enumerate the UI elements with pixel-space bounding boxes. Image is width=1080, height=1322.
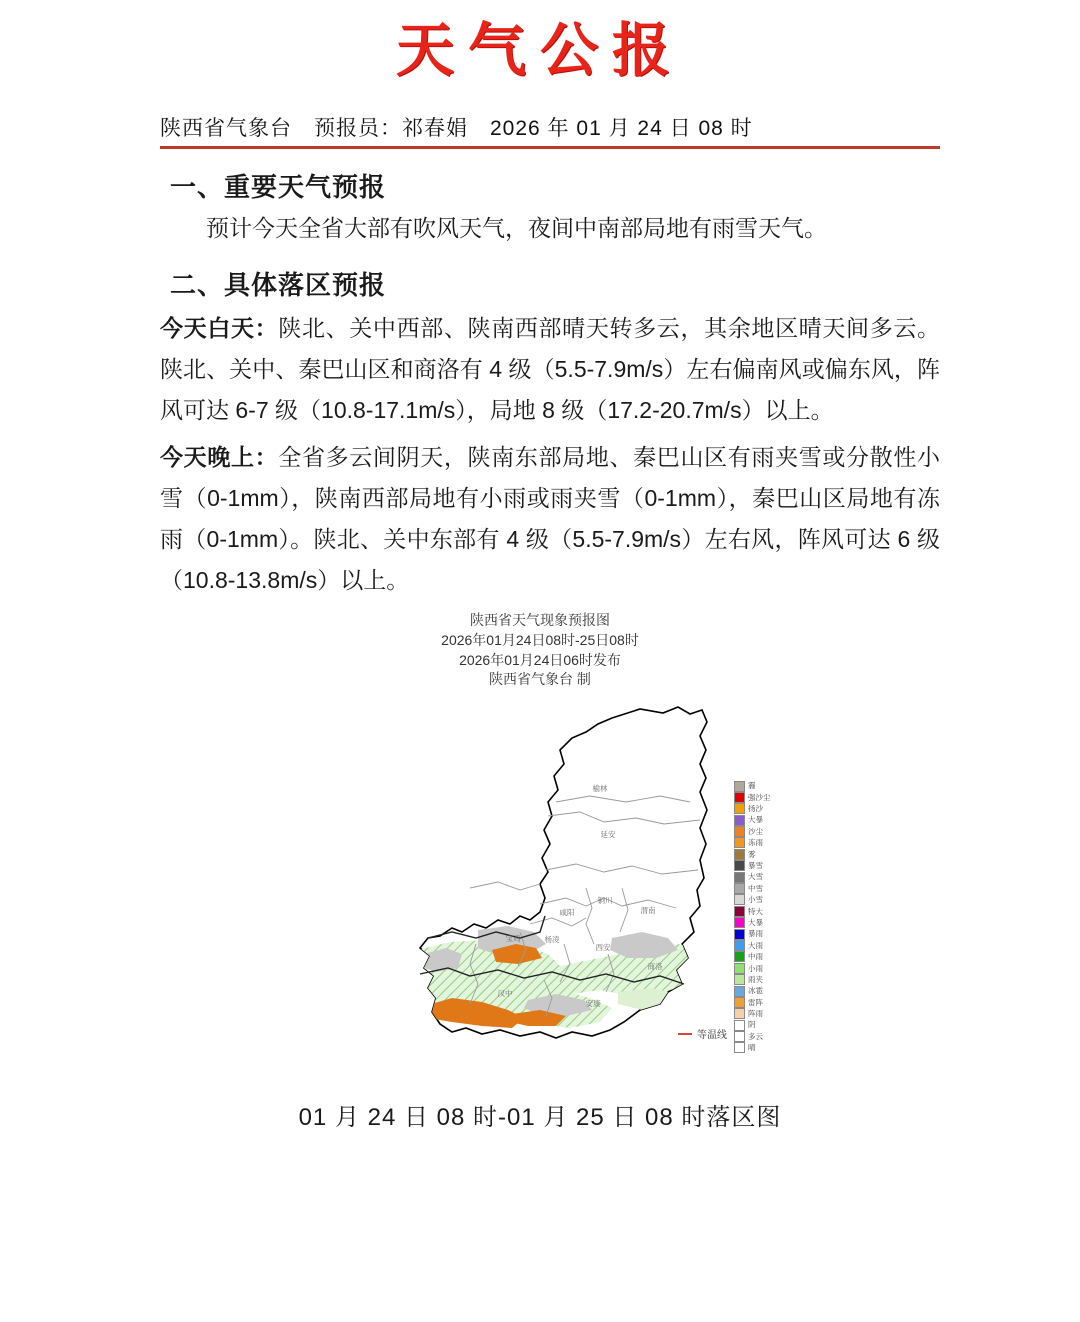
map-title-block: [0, 611, 1080, 691]
forecast-map-figure: [0, 611, 1080, 1091]
legend-label: 沙尘: [748, 826, 763, 836]
map-title: 陕西省天气现象预报图: [470, 611, 610, 628]
legend-swatch: [734, 929, 745, 940]
isotherm-key: [678, 1026, 727, 1041]
legend-swatch: [734, 792, 745, 803]
byline: 陕西省气象台 预报员：祁春娟 2026 年 01 月 24 日 08 时: [160, 117, 753, 140]
legend-swatch: [734, 1020, 745, 1031]
legend-swatch: [734, 963, 745, 974]
map-issued-time: 2026年01月24日06时发布: [459, 651, 621, 668]
legend-row: [734, 963, 790, 974]
city-label-weinan: 渭南: [640, 906, 656, 916]
legend-swatch: [734, 997, 745, 1008]
section-heading-important-forecast: 一、重要天气预报: [170, 172, 387, 202]
legend-row: [734, 860, 790, 871]
legend-row: [734, 928, 790, 939]
legend-swatch: [734, 940, 745, 951]
legend-label: 大暴: [748, 917, 763, 927]
figure-caption: 01 月 24 日 08 时-01 月 25 日 08 时落区图: [298, 1103, 782, 1131]
legend-row: [734, 780, 790, 791]
legend-label: 冰雹: [748, 986, 763, 996]
legend-label: 小雨: [748, 963, 763, 973]
legend-label: 扬沙: [748, 804, 763, 814]
section-heading-detailed-forecast: 二、具体落区预报: [170, 270, 387, 301]
evening-forecast-paragraph: [160, 437, 940, 601]
legend-label: 雨夹: [748, 974, 763, 984]
legend-row: [734, 1031, 790, 1042]
legend-label: 晴: [748, 1043, 756, 1053]
city-label-hanzhong: 汉中: [497, 989, 513, 999]
legend-swatch: [734, 986, 745, 997]
legend-label: 中雪: [748, 883, 763, 893]
legend-swatch: [734, 974, 745, 985]
legend-row: [734, 997, 790, 1008]
legend-swatch: [734, 951, 745, 962]
legend-swatch: [734, 849, 745, 860]
legend-label: 阴: [748, 1020, 756, 1030]
legend-row: [734, 974, 790, 985]
isotherm-label: 等温线: [697, 1030, 727, 1042]
legend-swatch: [734, 894, 745, 905]
legend-label: 霾: [748, 781, 756, 791]
daytime-text: 陕北、关中西部、陕南西部晴天转多云，其余地区晴天间多云。陕北、关中、秦巴山区和商洛有 4 级（5.5-7.9m/s）左右偏南风或偏东风，阵风可达 6-7 级（10.8-17.1m/s），局地 8 级（17.2-20.7m/s）以上。: [160, 315, 940, 424]
legend-swatch: [734, 1042, 745, 1053]
daytime-forecast-paragraph: [160, 308, 940, 431]
shaanxi-province-map: [0, 692, 1080, 1092]
important-forecast-text: 预计今天全省大部有吹风天气，夜间中南部局地有雨雪天气。: [206, 215, 827, 241]
legend-swatch: [734, 837, 745, 848]
byline-rule: [160, 112, 940, 149]
legend-label: 大雨: [748, 940, 763, 950]
legend-label: 雷阵: [748, 997, 763, 1007]
city-label-xianyang: 咸阳: [559, 908, 575, 918]
legend-label: 多云: [748, 1031, 763, 1041]
legend-swatch: [734, 860, 745, 871]
city-label-tongchuan: 铜川: [597, 896, 613, 906]
map-producer: 陕西省气象台 制: [489, 671, 591, 688]
isotherm-dash-icon: [678, 1033, 692, 1035]
city-label-yangling: 杨凌: [544, 935, 560, 945]
evening-label: 今天晚上：: [160, 444, 279, 471]
legend-row: [734, 803, 790, 814]
legend-row: [734, 1008, 790, 1019]
legend-swatch: [734, 826, 745, 837]
legend-row: [734, 940, 790, 951]
legend-label: 雾: [748, 849, 756, 859]
city-label-yulin: 榆林: [592, 784, 608, 794]
legend-row: [734, 871, 790, 882]
legend-swatch: [734, 1008, 745, 1019]
legend-label: 中雨: [748, 952, 763, 962]
legend-label: 暴雪: [748, 860, 763, 870]
legend-row: [734, 1042, 790, 1053]
legend-label: 大暴: [748, 815, 763, 825]
legend-label: 暴雨: [748, 929, 763, 939]
legend-row: [734, 792, 790, 803]
legend-row: [734, 906, 790, 917]
legend-swatch: [734, 815, 745, 826]
legend-swatch: [734, 883, 745, 894]
city-label-yanan: 延安: [600, 830, 616, 840]
legend-row: [734, 837, 790, 848]
city-label-baoji: 宝鸡: [505, 934, 521, 944]
legend-row: [734, 814, 790, 825]
city-label-ankang: 安康: [585, 999, 601, 1009]
legend-label: 小雪: [748, 895, 763, 905]
legend-swatch: [734, 803, 745, 814]
legend-swatch: [734, 781, 745, 792]
legend-label: 大雪: [748, 872, 763, 882]
legend-row: [734, 849, 790, 860]
legend-swatch: [734, 872, 745, 883]
map-period: 2026年01月24日08时-25日08时: [441, 631, 639, 648]
legend-row: [734, 985, 790, 996]
legend-swatch: [734, 906, 745, 917]
legend-label: 强沙尘: [748, 792, 771, 802]
city-label-xian: 西安: [595, 943, 611, 953]
legend-row: [734, 951, 790, 962]
legend-swatch: [734, 917, 745, 928]
legend-row: [734, 1020, 790, 1031]
map-canvas: [0, 692, 1080, 1092]
evening-text: 全省多云间阴天，陕南东部局地、秦巴山区有雨夹雪或分散性小雪（0-1mm），陕南西部局地有小雨或雨夹雪（0-1mm），秦巴山区局地有冻雨（0-1mm）。陕北、关中东部有 4 级（5.5-7.9m/s）左右风，阵风可达 6 级（10.8-13.8m/s）以上。: [160, 444, 940, 593]
page-title: 天气公报: [395, 18, 684, 83]
daytime-label: 今天白天：: [160, 315, 279, 342]
legend-row: [734, 894, 790, 905]
legend-row: [734, 826, 790, 837]
legend-label: 特大: [748, 906, 763, 916]
city-label-shangluo: 商洛: [647, 962, 663, 972]
legend-label: 阵雨: [748, 1009, 763, 1019]
document-body: [160, 167, 940, 601]
map-legend: [734, 780, 790, 1053]
legend-row: [734, 917, 790, 928]
legend-row: [734, 883, 790, 894]
legend-label: 冻雨: [748, 838, 763, 848]
legend-swatch: [734, 1031, 745, 1042]
